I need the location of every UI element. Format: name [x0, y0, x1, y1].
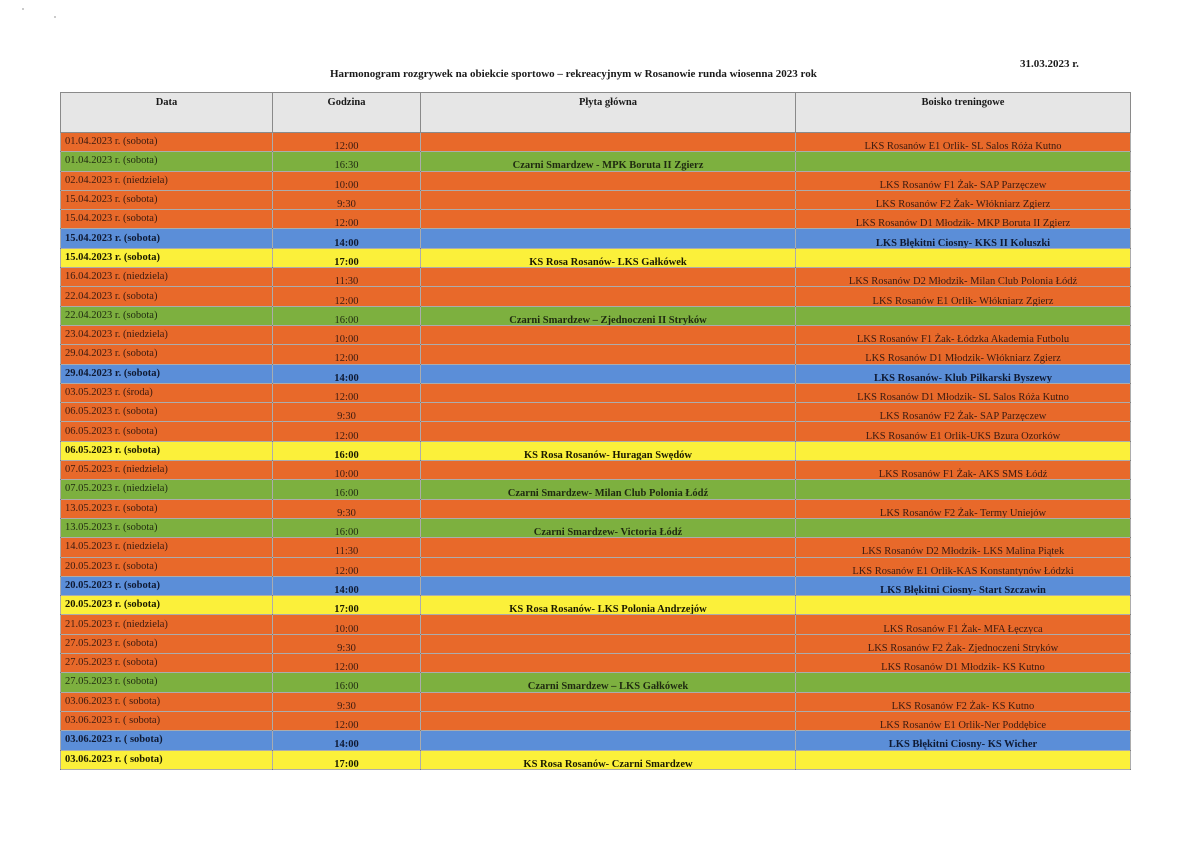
row-time-text: 9:30 [337, 700, 356, 712]
row-time [273, 383, 421, 402]
row-date-text: 06.05.2023 r. (sobota) [65, 406, 158, 418]
row-date-text: 20.05.2023 r. (sobota) [65, 579, 160, 591]
table-header-row [61, 93, 1131, 133]
row-date-text: 22.04.2023 r. (sobota) [65, 309, 158, 321]
row-training-pitch [796, 133, 1131, 152]
row-training-pitch [796, 190, 1131, 209]
row-main-pitch [421, 596, 796, 615]
row-time [273, 731, 421, 750]
row-time-text: 12:00 [334, 430, 359, 442]
row-training-pitch-text: LKS Rosanów E1 Orlik-Ner Poddębice [879, 720, 1047, 731]
row-time [273, 229, 421, 248]
row-time [273, 692, 421, 711]
row-time-text: 16:00 [334, 449, 359, 461]
row-time-text: 14:00 [334, 237, 359, 249]
row-time [273, 133, 421, 152]
row-time-text: 9:30 [337, 642, 356, 654]
row-training-pitch [796, 248, 1131, 267]
row-time-text: 16:30 [334, 160, 359, 172]
row-training-pitch [796, 364, 1131, 383]
row-main-pitch [421, 152, 796, 171]
row-time-text: 12:00 [334, 218, 359, 229]
row-time [273, 750, 421, 769]
row-date [61, 750, 273, 769]
row-training-pitch-text: LKS Błękitni Ciosny- KS Wicher [888, 739, 1038, 750]
row-time-text: 9:30 [337, 411, 356, 422]
row-time [273, 596, 421, 615]
table-row [61, 480, 1131, 499]
row-main-pitch-text: Czarni Smardzew – LKS Gałkówek [527, 681, 689, 693]
row-date-text: 06.05.2023 r. (sobota) [65, 425, 158, 437]
column-header-training-pitch: Boisko treningowe [796, 93, 1131, 133]
row-date [61, 345, 273, 364]
row-date [61, 538, 273, 557]
table-row [61, 499, 1131, 518]
row-date-text: 07.05.2023 r. (niedziela) [65, 464, 168, 476]
row-training-pitch [796, 441, 1131, 460]
row-training-pitch [796, 596, 1131, 615]
schedule-table [60, 92, 1131, 770]
row-date-text: 03.06.2023 r. ( sobota) [65, 695, 161, 707]
row-time [273, 306, 421, 325]
row-date [61, 248, 273, 267]
row-main-pitch [421, 576, 796, 595]
row-time [273, 364, 421, 383]
row-time [273, 711, 421, 730]
table-row [61, 538, 1131, 557]
row-main-pitch [421, 615, 796, 634]
row-training-pitch-text: LKS Rosanów F1 Żak- Łódzka Akademia Futbolu [856, 334, 1070, 345]
row-date [61, 422, 273, 441]
row-date [61, 325, 273, 344]
row-training-pitch-text: LKS Rosanów F1 Żak- SAP Parzęczew [879, 179, 1047, 191]
row-training-pitch [796, 557, 1131, 576]
row-time [273, 461, 421, 480]
row-date-text: 15.04.2023 r. (sobota) [65, 232, 160, 244]
row-time [273, 518, 421, 537]
row-main-pitch-text: Czarni Smardzew- Victoria Łódź [533, 527, 683, 538]
row-date [61, 711, 273, 730]
row-main-pitch [421, 518, 796, 537]
row-main-pitch [421, 171, 796, 190]
row-training-pitch-text: LKS Rosanów F2 Żak- KS Kutno [891, 700, 1035, 712]
table-row [61, 306, 1131, 325]
row-main-pitch-text: Czarni Smardzew - MPK Boruta II Zgierz [512, 160, 704, 172]
table-row [61, 750, 1131, 769]
row-time-text: 9:30 [337, 507, 356, 519]
table-row [61, 692, 1131, 711]
row-date-text: 03.06.2023 r. ( sobota) [65, 715, 161, 727]
row-training-pitch-text: LKS Rosanów F1 Żak- MFA Łęczyca [883, 623, 1043, 635]
row-main-pitch [421, 133, 796, 152]
row-date-text: 14.05.2023 r. (niedziela) [65, 541, 168, 553]
table-row [61, 345, 1131, 364]
row-time [273, 615, 421, 634]
row-time-text: 17:00 [334, 256, 359, 268]
row-date [61, 403, 273, 422]
row-time [273, 345, 421, 364]
row-date [61, 480, 273, 499]
column-header-date: Data [61, 93, 273, 133]
row-date-text: 15.04.2023 r. (sobota) [65, 251, 160, 263]
row-training-pitch-text: LKS Rosanów E1 Orlik- Włókniarz Zgierz [872, 295, 1054, 307]
row-main-pitch [421, 306, 796, 325]
row-time [273, 248, 421, 267]
row-main-pitch [421, 731, 796, 750]
row-date-text: 29.04.2023 r. (sobota) [65, 367, 160, 379]
row-time-text: 10:00 [334, 469, 359, 480]
row-main-pitch-text: Czarni Smardzew- Milan Club Polonia Łódź [507, 488, 709, 500]
row-main-pitch [421, 287, 796, 306]
table-row [61, 287, 1131, 306]
row-training-pitch [796, 654, 1131, 673]
row-date-text: 03.06.2023 r. ( sobota) [65, 734, 163, 746]
table-row [61, 133, 1131, 152]
table-row [61, 461, 1131, 480]
row-time [273, 480, 421, 499]
column-header-time: Godzina [273, 93, 421, 133]
row-time-text: 10:00 [334, 623, 359, 635]
row-date [61, 654, 273, 673]
table-row [61, 403, 1131, 422]
row-time [273, 171, 421, 190]
row-training-pitch-text: LKS Rosanów D2 Młodzik- LKS Malina Piątek [861, 546, 1065, 558]
row-time-text: 10:00 [334, 334, 359, 345]
row-date-text: 15.04.2023 r. (sobota) [65, 194, 158, 206]
row-training-pitch [796, 152, 1131, 171]
row-date [61, 268, 273, 287]
row-main-pitch [421, 692, 796, 711]
row-time-text: 12:00 [334, 662, 359, 673]
row-date [61, 306, 273, 325]
table-row [61, 576, 1131, 595]
row-training-pitch-text: LKS Rosanów D1 Młodzik- KS Kutno [881, 662, 1045, 673]
table-row [61, 364, 1131, 383]
row-main-pitch [421, 634, 796, 653]
row-time [273, 403, 421, 422]
row-training-pitch-text: LKS Błękitni Ciosny- Start Szczawin [880, 584, 1046, 596]
row-date [61, 518, 273, 537]
row-main-pitch-text: KS Rosa Rosanów- Czarni Smardzew [523, 758, 693, 770]
row-main-pitch [421, 557, 796, 576]
row-training-pitch-text: LKS Rosanów F2 Żak- Włókniarz Zgierz [875, 199, 1051, 210]
row-time-text: 12:00 [334, 141, 359, 152]
scan-speck [54, 16, 56, 18]
row-date-text: 13.05.2023 r. (sobota) [65, 502, 158, 514]
row-date-text: 01.04.2023 r. (sobota) [65, 155, 158, 167]
row-date [61, 461, 273, 480]
row-time-text: 12:00 [334, 353, 359, 365]
row-training-pitch-text: LKS Błękitni Ciosny- KKS II Koluszki [875, 237, 1051, 249]
row-date-text: 27.05.2023 r. (sobota) [65, 657, 158, 669]
row-date-text: 01.04.2023 r. (sobota) [65, 136, 158, 148]
row-main-pitch [421, 461, 796, 480]
row-date [61, 171, 273, 190]
row-training-pitch [796, 518, 1131, 537]
row-date-text: 29.04.2023 r. (sobota) [65, 348, 158, 360]
row-time-text: 17:00 [334, 758, 359, 770]
row-time-text: 10:00 [334, 179, 359, 191]
table-row [61, 654, 1131, 673]
row-date-text: 20.05.2023 r. (sobota) [65, 560, 158, 572]
row-time [273, 576, 421, 595]
table-row [61, 673, 1131, 692]
row-time [273, 152, 421, 171]
row-main-pitch [421, 480, 796, 499]
row-time [273, 499, 421, 518]
row-training-pitch [796, 461, 1131, 480]
table-row [61, 383, 1131, 402]
table-row [61, 210, 1131, 229]
row-time-text: 12:00 [334, 565, 359, 577]
column-header-main-pitch: Płyta główna [421, 93, 796, 133]
row-date [61, 210, 273, 229]
row-date [61, 383, 273, 402]
row-date [61, 441, 273, 460]
row-time-text: 16:00 [334, 681, 359, 693]
row-time [273, 654, 421, 673]
row-training-pitch-text: LKS Rosanów F2 Żak- Termy Uniejów [879, 507, 1047, 519]
row-training-pitch-text: LKS Rosanów F2 Żak- Zjednoczeni Stryków [867, 642, 1059, 654]
row-training-pitch [796, 499, 1131, 518]
row-time [273, 634, 421, 653]
row-training-pitch [796, 171, 1131, 190]
row-date [61, 229, 273, 248]
row-training-pitch [796, 403, 1131, 422]
table-row [61, 711, 1131, 730]
row-training-pitch-text: LKS Rosanów D1 Młodzik- SL Salos Róża Kutno [857, 392, 1069, 403]
row-main-pitch-text: KS Rosa Rosanów- LKS Polonia Andrzejów [509, 604, 707, 615]
row-main-pitch [421, 750, 796, 769]
document-title: Harmonogram rozgrywek na obiekcie sportowo – rekreacyjnym w Rosanowie runda wiosenna 2023 rok [330, 68, 817, 80]
row-time [273, 210, 421, 229]
row-time-text: 11:30 [334, 276, 359, 287]
row-date-text: 21.05.2023 r. (niedziela) [65, 618, 168, 630]
row-training-pitch [796, 210, 1131, 229]
row-main-pitch [421, 325, 796, 344]
row-main-pitch [421, 673, 796, 692]
row-training-pitch [796, 306, 1131, 325]
row-training-pitch [796, 750, 1131, 769]
row-main-pitch [421, 711, 796, 730]
row-training-pitch-text: LKS Rosanów D1 Młodzik- MKP Boruta II Zgierz [855, 218, 1071, 229]
row-main-pitch [421, 441, 796, 460]
row-date [61, 731, 273, 750]
row-time-text: 16:00 [334, 314, 359, 326]
row-main-pitch [421, 654, 796, 673]
table-row [61, 171, 1131, 190]
row-training-pitch-text: LKS Rosanów E1 Orlik-UKS Bzura Ozorków [865, 430, 1061, 442]
row-date-text: 16.04.2023 r. (niedziela) [65, 271, 168, 283]
row-date [61, 152, 273, 171]
row-date-text: 03.06.2023 r. ( sobota) [65, 753, 163, 765]
table-row [61, 325, 1131, 344]
row-time-text: 12:00 [334, 392, 359, 403]
row-date-text: 15.04.2023 r. (sobota) [65, 213, 158, 225]
row-time [273, 268, 421, 287]
row-main-pitch-text: Czarni Smardzew – Zjednoczeni II Stryków [509, 314, 707, 326]
table-row [61, 557, 1131, 576]
row-training-pitch-text: LKS Rosanów- Klub Piłkarski Byszewy [874, 372, 1052, 384]
row-training-pitch [796, 538, 1131, 557]
row-time [273, 441, 421, 460]
row-training-pitch [796, 634, 1131, 653]
table-row [61, 634, 1131, 653]
table-row [61, 190, 1131, 209]
row-main-pitch [421, 499, 796, 518]
row-date-text: 27.05.2023 r. (sobota) [65, 637, 158, 649]
row-training-pitch [796, 422, 1131, 441]
row-time-text: 14:00 [334, 584, 359, 596]
row-time [273, 422, 421, 441]
table-row [61, 229, 1131, 248]
row-date [61, 499, 273, 518]
row-training-pitch [796, 287, 1131, 306]
row-date [61, 692, 273, 711]
row-training-pitch-text: LKS Rosanów F2 Żak- SAP Parzęczew [879, 411, 1047, 422]
row-training-pitch [796, 673, 1131, 692]
row-date [61, 673, 273, 692]
row-time-text: 14:00 [334, 739, 359, 750]
document-date: 31.03.2023 r. [1020, 58, 1079, 70]
table-row [61, 518, 1131, 537]
row-training-pitch [796, 615, 1131, 634]
row-time-text: 16:00 [334, 527, 359, 538]
row-date [61, 615, 273, 634]
row-training-pitch-text: LKS Rosanów E1 Orlik- SL Salos Róża Kutno [864, 141, 1062, 152]
row-time [273, 190, 421, 209]
row-training-pitch [796, 731, 1131, 750]
row-main-pitch [421, 538, 796, 557]
table-row [61, 422, 1131, 441]
row-time [273, 538, 421, 557]
row-date [61, 596, 273, 615]
row-date [61, 364, 273, 383]
row-main-pitch [421, 229, 796, 248]
row-main-pitch [421, 383, 796, 402]
row-date [61, 557, 273, 576]
row-date-text: 07.05.2023 r. (niedziela) [65, 483, 168, 495]
row-training-pitch [796, 383, 1131, 402]
row-date-text: 23.04.2023 r. (niedziela) [65, 329, 168, 341]
row-time [273, 557, 421, 576]
row-main-pitch-text: KS Rosa Rosanów- Huragan Swędów [523, 449, 693, 461]
table-row [61, 731, 1131, 750]
row-time [273, 673, 421, 692]
row-date-text: 13.05.2023 r. (sobota) [65, 522, 158, 534]
row-training-pitch [796, 229, 1131, 248]
row-main-pitch [421, 248, 796, 267]
row-date [61, 190, 273, 209]
table-row [61, 596, 1131, 615]
table-row [61, 268, 1131, 287]
row-time-text: 12:00 [334, 295, 359, 307]
row-time-text: 9:30 [337, 199, 356, 210]
row-training-pitch [796, 692, 1131, 711]
row-training-pitch-text: LKS Rosanów D1 Młodzik- Włókniarz Zgierz [865, 353, 1061, 365]
row-date [61, 576, 273, 595]
row-date [61, 634, 273, 653]
scan-speck [22, 8, 24, 10]
table-row [61, 152, 1131, 171]
row-main-pitch [421, 403, 796, 422]
row-date-text: 02.04.2023 r. (niedziela) [65, 174, 168, 186]
row-time [273, 325, 421, 344]
row-training-pitch [796, 268, 1131, 287]
row-main-pitch [421, 268, 796, 287]
row-time-text: 12:00 [334, 720, 359, 731]
row-date-text: 20.05.2023 r. (sobota) [65, 599, 160, 611]
table-row [61, 248, 1131, 267]
row-training-pitch-text: LKS Rosanów E1 Orlik-KAS Konstantynów Łódzki [852, 565, 1074, 577]
row-main-pitch [421, 364, 796, 383]
row-training-pitch [796, 711, 1131, 730]
row-date-text: 03.05.2023 r. (środa) [65, 387, 153, 398]
row-training-pitch [796, 480, 1131, 499]
row-date [61, 133, 273, 152]
row-time-text: 14:00 [334, 372, 359, 384]
row-date-text: 27.05.2023 r. (sobota) [65, 676, 158, 688]
row-training-pitch-text: LKS Rosanów D2 Młodzik- Milan Club Polonia Łódź [848, 276, 1078, 287]
row-training-pitch [796, 345, 1131, 364]
row-time [273, 287, 421, 306]
row-time-text: 16:00 [334, 488, 359, 500]
row-time-text: 11:30 [334, 546, 359, 558]
row-training-pitch [796, 325, 1131, 344]
row-training-pitch-text: LKS Rosanów F1 Żak- AKS SMS Łódź [878, 469, 1048, 480]
row-date-text: 22.04.2023 r. (sobota) [65, 290, 158, 302]
row-date [61, 287, 273, 306]
row-main-pitch [421, 210, 796, 229]
row-main-pitch [421, 190, 796, 209]
table-row [61, 441, 1131, 460]
row-main-pitch-text: KS Rosa Rosanów- LKS Gałkówek [529, 256, 687, 268]
table-row [61, 615, 1131, 634]
row-date-text: 06.05.2023 r. (sobota) [65, 444, 160, 456]
row-training-pitch [796, 576, 1131, 595]
row-time-text: 17:00 [334, 604, 359, 615]
row-main-pitch [421, 345, 796, 364]
row-main-pitch [421, 422, 796, 441]
